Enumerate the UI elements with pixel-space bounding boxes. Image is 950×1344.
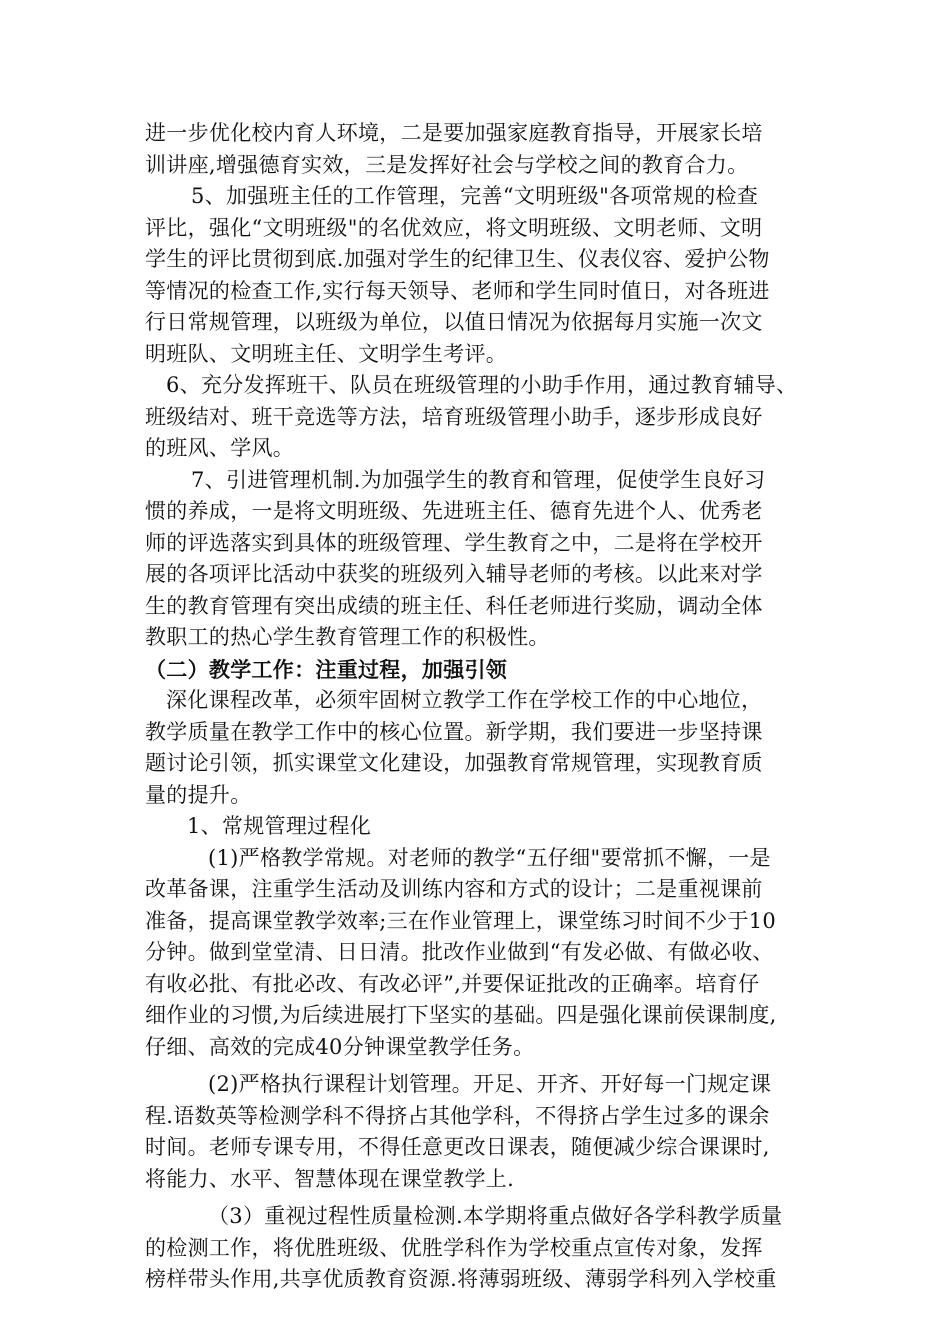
text-line: 教职工的热心学生教育管理工作的积极性。 xyxy=(145,625,550,649)
text-line: 7、引进管理机制.为加强学生的教育和管理，促使学生良好习 xyxy=(191,467,766,492)
text-line: 评比，强化“文明班级"的名优效应，将文明班级、文明老师、文明 xyxy=(145,215,763,240)
text-line: 教学质量在教学工作中的核心位置。新学期，我们要进一步坚持课 xyxy=(145,719,763,744)
document-body xyxy=(145,118,817,1296)
text-line: 将能力、水平、智慧体现在课堂教学上. xyxy=(145,1166,515,1191)
text-line: 准备，提高课堂教学效率;三在作业管理上，课堂练习时间不少于10 xyxy=(145,908,777,933)
text-line: 训讲座,增强德育实效，三是发挥好社会与学校之间的教育合力。 xyxy=(145,152,749,177)
text-line: 5、加强班主任的工作管理，完善“文明班级"各项常规的检查 xyxy=(191,184,759,208)
text-line: 生的教育管理有突出成绩的班主任、科任老师进行奖励，调动全体 xyxy=(145,593,763,618)
text-line: 深化课程改革，必须牢固树立教学工作在学校工作的中心地位， xyxy=(166,688,763,712)
text-line: 行日常规管理，以班级为单位，以值日情况为依据每月实施一次文 xyxy=(145,310,763,334)
text-line: 细作业的习惯,为后续进展打下坚实的基础。四是强化课前侯课制度, xyxy=(145,1003,777,1027)
text-line: 1、常规管理过程化 xyxy=(187,814,372,838)
text-line: （3）重视过程性质量检测.本学期将重点做好各学科教学质量 xyxy=(208,1204,783,1228)
text-line: 班级结对、班干竞选等方法，培育班级管理小助手，逐步形成良好 xyxy=(145,404,763,429)
text-line: 惯的养成，一是将文明班级、先进班主任、德育先进个人、优秀老 xyxy=(145,499,763,523)
text-line: 的班风、学风。 xyxy=(145,436,295,460)
text-line: 等情况的检查工作,实行每天领导、老师和学生同时值日，对各班进 xyxy=(145,278,770,303)
text-line: 榜样带头作用,共享优质教育资源.将薄弱班级、薄弱学科列入学校重 xyxy=(145,1267,777,1291)
text-line: 展的各项评比活动中获奖的班级列入辅导老师的考核。以此来对学 xyxy=(145,562,763,586)
text-line: 6、充分发挥班干、队员在班级管理的小助手作用，通过教育辅导、 xyxy=(166,373,798,397)
text-line: 师的评选落实到具体的班级管理、学生教育之中，二是将在学校开 xyxy=(145,530,763,555)
text-line: 明班队、文明班主任、文明学生考评。 xyxy=(145,341,508,366)
text-line: 改革备课，注重学生活动及训练内容和方式的设计；二是重视课前 xyxy=(145,877,763,901)
text-line: 程.语数英等检测学科不得挤占其他学科，不得挤占学生过多的课余 xyxy=(145,1103,770,1128)
text-line: 进一步优化校内育人环境，二是要加强家庭教育指导，开展家长培 xyxy=(145,121,763,145)
text-line: 分钟。做到堂堂清、日日清。批改作业做到“有发必做、有做必收、 xyxy=(145,940,774,964)
text-line: 时间。老师专课专用，不得任意更改日课表，随便减少综合课课时, xyxy=(145,1135,770,1159)
text-line: 的检测工作，将优胜班级、优胜学科作为学校重点宣传对象，发挥 xyxy=(145,1235,763,1260)
text-line: 题讨论引领，抓实课堂文化建设，加强教育常规管理，实现教育质 xyxy=(145,751,763,775)
text-line: 学生的评比贯彻到底.加强对学生的纪律卫生、仪表仪容、爱护公物 xyxy=(145,247,770,271)
section-heading: （二）教学工作：注重过程，加强引领 xyxy=(145,656,508,682)
text-line: 有收必批、有批必改、有改必评”,并要保证批改的正确率。培育仔 xyxy=(145,971,760,996)
text-line: 量的提升。 xyxy=(145,782,252,807)
text-line: 仔细、高效的完成40分钟课堂教学任务。 xyxy=(145,1034,535,1059)
text-line: (1)严格教学常规。对老师的教学“五仔细"要常抓不懈，一是 xyxy=(208,845,771,870)
text-line: (2)严格执行课程计划管理。开足、开齐、开好每一门规定课 xyxy=(208,1072,772,1096)
